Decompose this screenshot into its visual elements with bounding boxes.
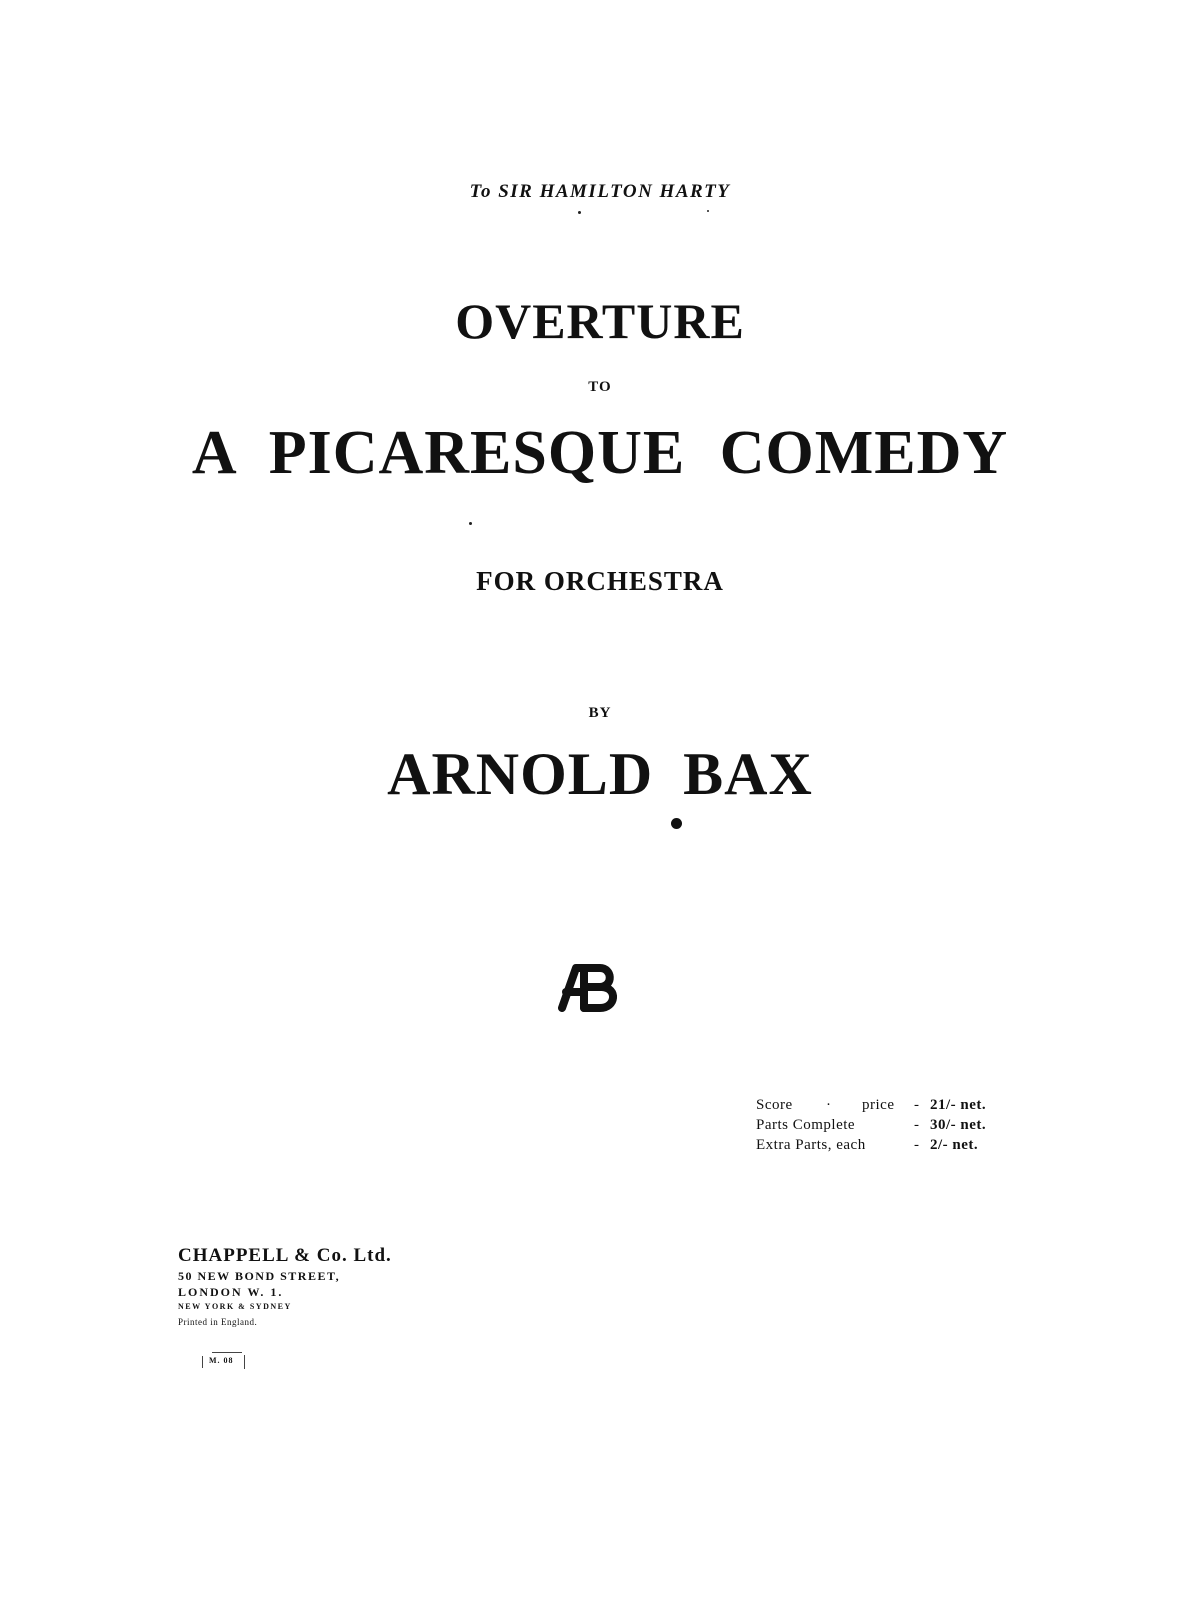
publisher-imprint bbox=[178, 1244, 392, 1330]
price-list bbox=[756, 1095, 1006, 1155]
price-separator: - bbox=[914, 1117, 920, 1133]
publisher-name: CHAPPELL & Co. Ltd. bbox=[178, 1245, 392, 1266]
composer-name: ARNOLD BAX bbox=[387, 741, 813, 807]
ink-speck bbox=[578, 211, 581, 214]
price-amount: 2/- net. bbox=[930, 1137, 979, 1153]
plate-label: M. 08 bbox=[209, 1356, 234, 1365]
price-dot: · bbox=[826, 1097, 832, 1113]
to-connector: TO bbox=[588, 379, 612, 395]
ink-speck bbox=[707, 210, 709, 212]
plate-rule bbox=[244, 1355, 245, 1369]
overture-heading: OVERTURE bbox=[455, 293, 745, 349]
price-label: Extra Parts, each bbox=[756, 1137, 866, 1153]
work-title: A PICARESQUE COMEDY bbox=[191, 419, 1009, 487]
price-amount: 30/- net. bbox=[930, 1117, 987, 1133]
by-connector: BY bbox=[588, 705, 612, 721]
publisher-city: LONDON W. 1. bbox=[178, 1285, 284, 1299]
price-amount: 21/- net. bbox=[930, 1097, 987, 1113]
ab-monogram-logo bbox=[554, 960, 624, 1012]
instrumentation: FOR ORCHESTRA bbox=[476, 566, 724, 596]
ink-dot bbox=[671, 818, 682, 829]
price-label: Parts Complete bbox=[756, 1117, 856, 1133]
ink-speck bbox=[469, 522, 472, 525]
printed-note: Printed in England. bbox=[178, 1317, 258, 1327]
price-separator: - bbox=[914, 1097, 920, 1113]
dedication: To SIR HAMILTON HARTY bbox=[469, 181, 731, 202]
plate-number bbox=[200, 1350, 246, 1372]
price-sublabel: price bbox=[862, 1097, 895, 1113]
plate-rule bbox=[212, 1352, 242, 1353]
publisher-branches: NEW YORK & SYDNEY bbox=[178, 1302, 292, 1311]
plate-rule bbox=[202, 1356, 203, 1368]
price-label: Score bbox=[756, 1097, 793, 1113]
publisher-address: 50 NEW BOND STREET, bbox=[178, 1269, 341, 1283]
price-row-extra-parts bbox=[756, 1135, 1006, 1155]
price-separator: - bbox=[914, 1137, 920, 1153]
price-row-parts bbox=[756, 1115, 1006, 1135]
price-row-score bbox=[756, 1095, 1006, 1115]
